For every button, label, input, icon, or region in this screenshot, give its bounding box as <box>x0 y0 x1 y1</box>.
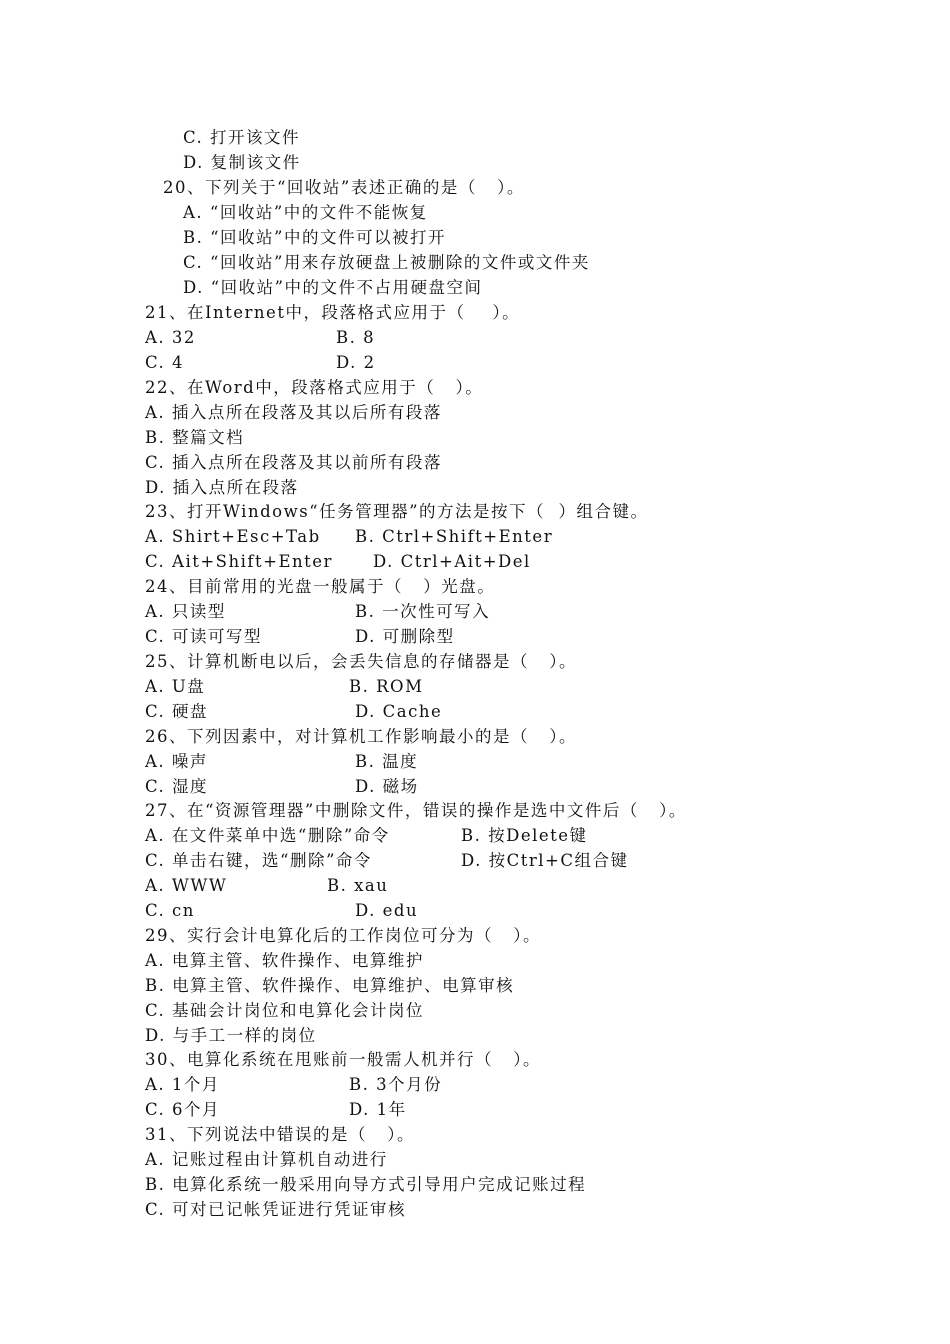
option-line: B. 一次性可写入 <box>355 602 491 621</box>
option-line: B. 电算主管、软件操作、电算维护、电算审核 <box>145 976 515 995</box>
option-line: D. “回收站”中的文件不占用硬盘空间 <box>183 278 483 297</box>
option-line: C. 可读可写型 <box>145 627 263 646</box>
question-line: 21、在Internet中，段落格式应用于（ ）。 <box>145 303 521 322</box>
option-line: D. 插入点所在段落 <box>145 478 299 497</box>
option-line: A. 在文件菜单中选“删除”命令 <box>145 826 390 845</box>
question-line: 24、目前常用的光盘一般属于（ ）光盘。 <box>145 577 496 596</box>
option-line: D. 复制该文件 <box>183 153 301 172</box>
question-line: 22、在Word中，段落格式应用于（ ）。 <box>145 378 484 397</box>
option-line: A. 32 <box>145 328 196 347</box>
question-line: 20、下列关于“回收站”表述正确的是（ ）。 <box>163 178 525 197</box>
option-line: A. U盘 <box>145 677 206 696</box>
question-line: 27、在“资源管理器”中删除文件，错误的操作是选中文件后（ ）。 <box>145 801 687 820</box>
option-line: B. 按Delete键 <box>461 826 588 845</box>
question-line: 31、下列说法中错误的是（ ）。 <box>145 1125 415 1144</box>
option-line: B. 整篇文档 <box>145 428 245 447</box>
option-line: D. Ctrl+Ait+Del <box>373 552 531 571</box>
option-line: C. 插入点所在段落及其以前所有段落 <box>145 453 443 472</box>
option-line: A. 1个月 <box>145 1075 220 1094</box>
option-line: B. ROM <box>349 677 424 696</box>
question-line: 30、电算化系统在甩账前一般需人机并行（ ）。 <box>145 1050 541 1069</box>
option-line: D. 与手工一样的岗位 <box>145 1026 317 1045</box>
option-line: C. 基础会计岗位和电算化会计岗位 <box>145 1001 425 1020</box>
option-line: B. Ctrl+Shift+Enter <box>355 527 554 546</box>
option-line: A. 只读型 <box>145 602 226 621</box>
option-line: C. Ait+Shift+Enter <box>145 552 333 571</box>
option-line: C. 4 <box>145 353 185 372</box>
option-line: B. “回收站”中的文件可以被打开 <box>183 228 446 247</box>
option-line: A. 插入点所在段落及其以后所有段落 <box>145 403 442 422</box>
option-line: A. “回收站”中的文件不能恢复 <box>183 203 428 222</box>
option-line: A. WWW <box>145 876 228 895</box>
option-line: A. Shirt+Esc+Tab <box>145 527 321 546</box>
option-line: B. 3个月份 <box>349 1075 443 1094</box>
option-line: D. 按Ctrl+C组合键 <box>461 851 629 870</box>
option-line: A. 噪声 <box>145 752 208 771</box>
option-line: D. 可删除型 <box>355 627 455 646</box>
option-line: D. Cache <box>355 702 443 721</box>
option-line: C. cn <box>145 901 195 920</box>
option-line: C. 可对已记帐凭证进行凭证审核 <box>145 1200 407 1219</box>
option-line: C. “回收站”用来存放硬盘上被删除的文件或文件夹 <box>183 253 590 272</box>
option-line: D. 2 <box>336 353 376 372</box>
option-line: D. edu <box>355 901 419 920</box>
question-line: 29、实行会计电算化后的工作岗位可分为（ ）。 <box>145 926 541 945</box>
option-line: C. 6个月 <box>145 1100 221 1119</box>
option-line: C. 打开该文件 <box>183 128 301 147</box>
option-line: B. 8 <box>336 328 376 347</box>
option-line: D. 磁场 <box>355 777 419 796</box>
option-line: C. 硬盘 <box>145 702 209 721</box>
option-line: D. 1年 <box>349 1100 407 1119</box>
option-line: C. 单击右键，选“删除”命令 <box>145 851 372 870</box>
question-line: 26、下列因素中，对计算机工作影响最小的是（ ）。 <box>145 727 577 746</box>
option-line: B. xau <box>327 876 389 895</box>
option-line: A. 电算主管、软件操作、电算维护 <box>145 951 424 970</box>
question-line: 23、打开Windows“任务管理器”的方法是按下（ ）组合键。 <box>145 502 649 521</box>
option-line: B. 电算化系统一般采用向导方式引导用户完成记账过程 <box>145 1175 587 1194</box>
option-line: B. 温度 <box>355 752 419 771</box>
option-line: A. 记账过程由计算机自动进行 <box>145 1150 388 1169</box>
question-line: 25、计算机断电以后，会丢失信息的存储器是（ ）。 <box>145 652 577 671</box>
option-line: C. 湿度 <box>145 777 209 796</box>
